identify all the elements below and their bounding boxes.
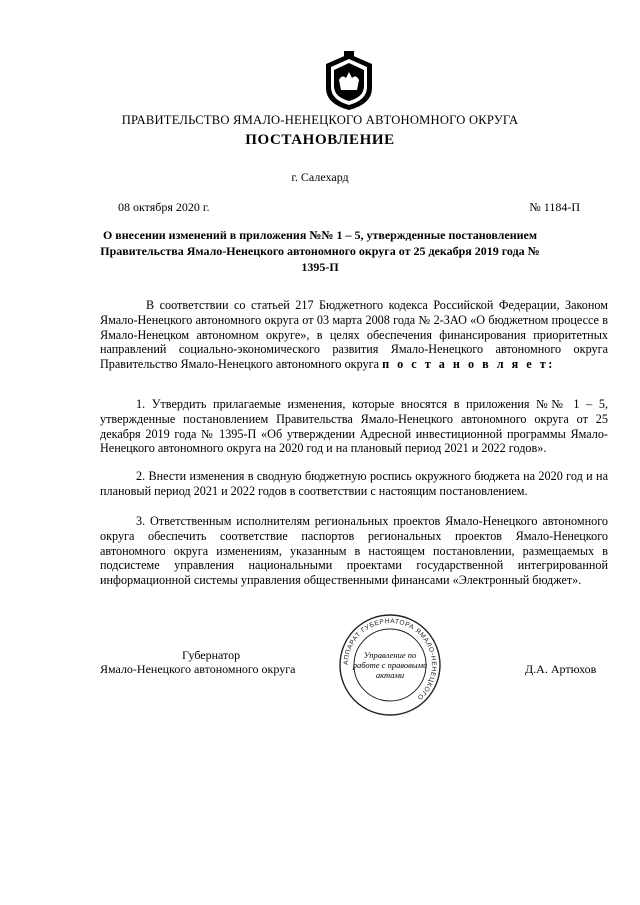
item-2: 2. Внести изменения в сводную бюджетную роспись окружного бюджета на 2020 год и на плановый период 2021 и 2022 годов в соответствии с настоящим постановлением. <box>100 469 608 498</box>
stamp-center-text: Управление по работе с правовыми актами <box>352 650 428 680</box>
item-3: 3. Ответственным исполнителям региональных проектов Ямало-Ненецкого автономного округа обеспечить соответствие паспортов региональных проектов Ямало-Ненецкого автономного округа изменениям, указанным в настоящем постановлении, размещаемых в подсистеме управления национальными проектами государственной интегрированной информационной системы управления общественными финансами «Электронный бюджет». <box>100 514 608 588</box>
document-type: ПОСТАНОВЛЕНИЕ <box>245 132 395 148</box>
stamp-ring-text: АППАРАТ ГУБЕРНАТОРА ЯМАЛО-НЕНЕЦКОГО <box>342 617 438 702</box>
item-1: 1. Утвердить прилагаемые изменения, которые вносятся в приложения №№ 1 – 5, утвержденные постановлением Правительства Ямало-Ненецкого автономного округа от 25 декабря 2019 года № 1395-П «Об утверждении Адресной инвестиционной программы Ямало-Ненецкого автономного округа на 2020 год и на плановый период 2021 и 2022 годов». <box>100 397 608 456</box>
resolves-word: п о с т а н о в л я е т: <box>382 357 555 372</box>
signatory-name: Д.А. Артюхов <box>525 662 597 676</box>
document-title: О внесении изменений в приложения №№ 1 – 5, утвержденные постановлением Правительства Ямало-Ненецкого автономного округа от 25 декабря 2019 года № 1395-П <box>100 228 540 274</box>
preamble-paragraph <box>100 298 608 372</box>
document-date: 08 октября 2020 г. <box>118 200 210 214</box>
coat-of-arms-emblem <box>322 50 376 112</box>
document-number: № 1184-П <box>529 200 580 214</box>
preamble-text: В соответствии со статьей 217 Бюджетного кодекса Российской Федерации, Законом Ямало-Ненецкого автономного округа от 03 марта 2008 года № 2-ЗАО «О бюджетном процессе в Ямало-Ненецком автономном округе», в целях обеспечения финансирования приоритетных направлений социально-экономического развития Ямало-Ненецкого автономного округа Правительство Ямало-Ненецкого автономного округа <box>100 298 608 372</box>
city: г. Салехард <box>291 170 349 184</box>
signatory-region: Ямало-Ненецкого автономного округа <box>100 662 296 676</box>
government-name: ПРАВИТЕЛЬСТВО ЯМАЛО-НЕНЕЦКОГО АВТОНОМНОГО ОКРУГА <box>121 113 519 127</box>
signatory-title: Губернатор <box>182 648 241 662</box>
